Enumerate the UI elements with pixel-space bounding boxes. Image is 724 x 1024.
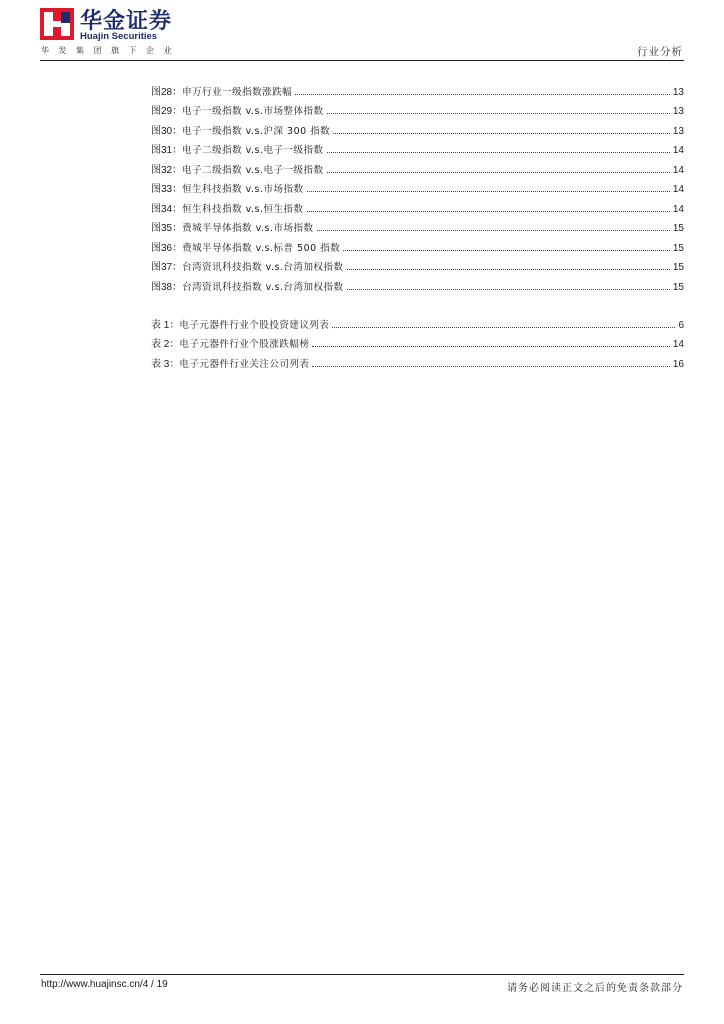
- toc-title: 电子二级指数 v.s.电子一级指数: [182, 164, 324, 176]
- toc-entry-figure[interactable]: [151, 78, 684, 98]
- toc-entry-table[interactable]: [151, 331, 684, 351]
- toc-entry-figure[interactable]: [151, 117, 684, 137]
- toc-label: 图29：: [151, 106, 183, 117]
- toc-page-number: 15: [672, 223, 684, 234]
- brand-name-en: Huajin Securities: [80, 31, 158, 42]
- dot-leader: [343, 250, 670, 251]
- toc-page-number: 15: [672, 262, 684, 273]
- header-divider: [40, 60, 684, 61]
- toc-title: 电子一级指数 v.s.市场整体指数: [182, 106, 324, 117]
- toc-entry-figure[interactable]: [151, 98, 684, 118]
- dot-leader: [347, 269, 670, 270]
- toc-title: 电子元器件行业个股投资建议列表: [179, 319, 330, 331]
- toc-entry-table[interactable]: [151, 350, 684, 370]
- dot-leader: [312, 346, 670, 347]
- report-category: 行业分析: [637, 46, 683, 58]
- toc-label: 图37：: [151, 262, 183, 273]
- dot-leader: [307, 211, 670, 212]
- toc-title: 费城半导体指数 v.s.市场指数: [182, 223, 314, 234]
- toc-title: 台湾资讯科技指数 v.s.台湾加权指数: [182, 281, 344, 293]
- dot-leader: [333, 133, 670, 134]
- toc-label: 图35：: [151, 223, 183, 234]
- toc-label: 图32：: [151, 164, 183, 176]
- toc-title: 台湾资讯科技指数 v.s.台湾加权指数: [182, 262, 344, 273]
- footer-disclaimer: 请务必阅读正文之后的免责条款部分: [507, 983, 683, 994]
- toc-entry-figure[interactable]: [151, 195, 684, 215]
- toc-label: 表 3：: [151, 358, 180, 370]
- dot-leader: [327, 172, 670, 173]
- toc-title: 电子二级指数 v.s.电子一级指数: [182, 145, 324, 156]
- toc-label: 图28：: [151, 86, 183, 98]
- toc-label: 图34：: [151, 203, 183, 215]
- toc-page-number: 13: [672, 106, 684, 117]
- toc-title: 恒生科技指数 v.s.市场指数: [182, 184, 304, 195]
- toc-title: 费城半导体指数 v.s.标普 500 指数: [182, 242, 341, 254]
- toc-entry-figure[interactable]: [151, 156, 684, 176]
- toc-page-number: 14: [672, 203, 684, 215]
- toc-title: 电子一级指数 v.s.沪深 300 指数: [182, 125, 331, 137]
- dot-leader: [327, 113, 670, 114]
- toc-label: 图30：: [151, 125, 183, 137]
- toc-entry-figure[interactable]: [151, 234, 684, 254]
- toc-page-number: 14: [672, 184, 684, 195]
- dot-leader: [327, 152, 670, 153]
- huajin-logo-icon: [40, 8, 74, 40]
- dot-leader: [312, 366, 670, 367]
- toc-title: 电子元器件行业关注公司列表: [179, 358, 310, 370]
- toc-entry-figure[interactable]: [151, 273, 684, 293]
- dot-leader: [295, 94, 670, 95]
- dot-leader: [347, 289, 670, 290]
- toc-page-number: 13: [672, 86, 684, 98]
- dot-leader: [317, 230, 670, 231]
- toc-page-number: 15: [672, 242, 684, 254]
- toc-label: 图38：: [151, 281, 183, 293]
- toc-entry-figure[interactable]: [151, 137, 684, 157]
- toc-label: 图33：: [151, 184, 183, 195]
- toc-title: 恒生科技指数 v.s.恒生指数: [182, 203, 304, 215]
- toc-entry-table[interactable]: [151, 311, 684, 331]
- toc-page-number: 6: [678, 319, 684, 331]
- toc-page-number: 13: [672, 125, 684, 137]
- toc-page-number: 14: [672, 145, 684, 156]
- toc-entry-figure[interactable]: [151, 254, 684, 274]
- brand-tagline: 华发集团旗下企业: [41, 46, 181, 55]
- brand-name-cn: 华金证券: [80, 9, 173, 34]
- toc-page-number: 15: [672, 281, 684, 293]
- footer-url-page[interactable]: http://www.huajinsc.cn/4 / 19: [41, 979, 168, 990]
- dot-leader: [307, 191, 670, 192]
- toc-label: 表 2：: [151, 339, 180, 350]
- toc-title: 电子元器件行业个股涨跌幅榜: [179, 339, 310, 350]
- toc-page-number: 16: [672, 358, 684, 370]
- toc-entry-figure[interactable]: [151, 176, 684, 196]
- toc-label: 图31：: [151, 145, 183, 156]
- toc-page-number: 14: [672, 339, 684, 350]
- toc-entry-figure[interactable]: [151, 215, 684, 235]
- footer-divider: [40, 974, 684, 975]
- dot-leader: [332, 327, 675, 328]
- toc-label: 表 1：: [151, 319, 180, 331]
- toc-label: 图36：: [151, 242, 183, 254]
- toc-page-number: 14: [672, 164, 684, 176]
- toc-title: 申万行业一级指数涨跌幅: [182, 86, 293, 98]
